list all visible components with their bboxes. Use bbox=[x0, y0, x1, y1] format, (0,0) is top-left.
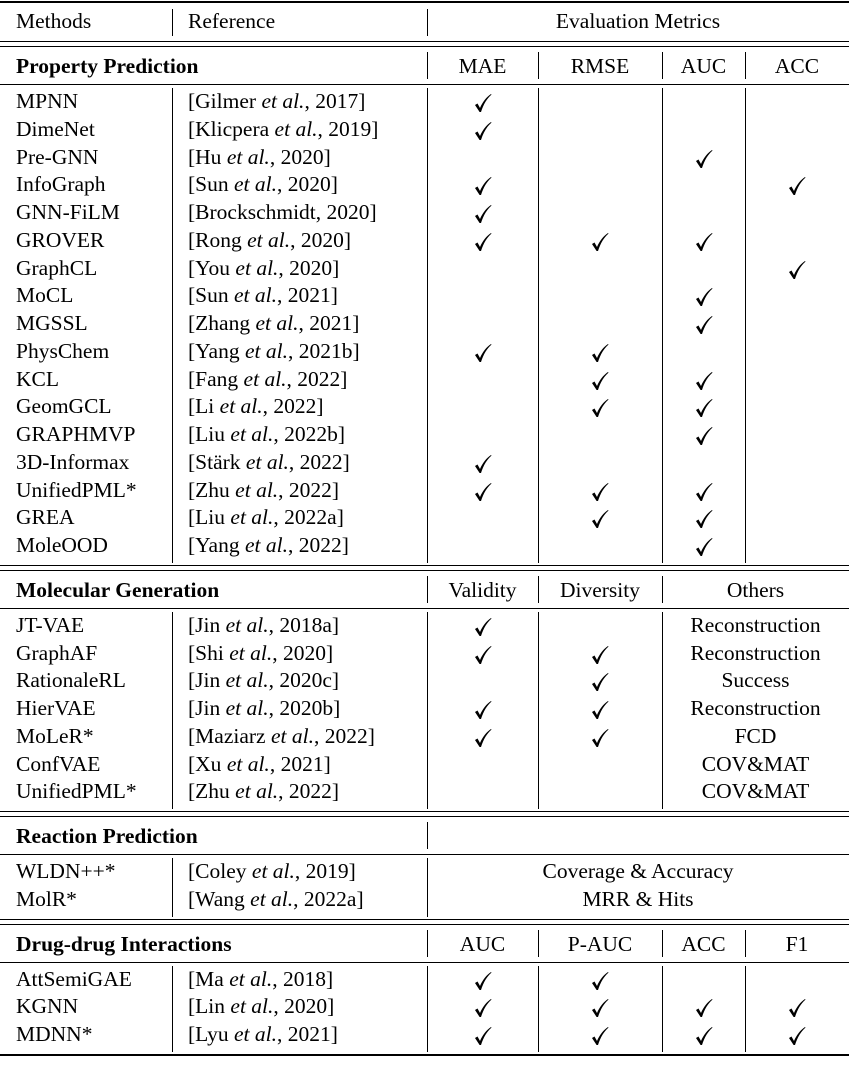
method-name: UnifiedPML* bbox=[16, 477, 137, 502]
header-evaluation-metrics: Evaluation Metrics bbox=[555, 9, 721, 33]
check-icon bbox=[590, 370, 610, 392]
check-icon bbox=[694, 997, 714, 1019]
method-name: InfoGraph bbox=[16, 172, 106, 197]
et-al-text: et al. bbox=[245, 449, 289, 474]
method-name: HierVAE bbox=[16, 696, 96, 720]
method-name: RationaleRL bbox=[16, 668, 126, 693]
check-icon bbox=[694, 231, 714, 253]
et-al-text: et al. bbox=[250, 886, 294, 911]
method-name: GRAPHMVP bbox=[16, 422, 136, 446]
column-divider bbox=[172, 9, 173, 36]
check-icon bbox=[590, 970, 610, 992]
check-cell bbox=[538, 640, 662, 668]
method-name: MDNN* bbox=[16, 1022, 93, 1046]
et-al-text: et al. bbox=[229, 640, 273, 665]
check-cell bbox=[427, 723, 538, 751]
check-icon bbox=[694, 397, 714, 419]
column-divider bbox=[745, 88, 746, 563]
method-name: ConfVAE bbox=[16, 751, 101, 776]
check-icon bbox=[590, 342, 610, 364]
others-metric: COV&MAT bbox=[701, 751, 810, 776]
et-al-text: et al. bbox=[234, 172, 277, 197]
metric-header: F1 bbox=[785, 931, 809, 956]
check-icon bbox=[694, 370, 714, 392]
table-rule bbox=[0, 565, 849, 566]
reaction-metric-summary: MRR & Hits bbox=[582, 886, 694, 911]
check-icon bbox=[787, 175, 807, 197]
metric-header: MAE bbox=[458, 54, 507, 78]
et-al-text: et al. bbox=[219, 394, 263, 419]
method-name: 3D-Informax bbox=[16, 449, 130, 474]
metric-header: Validity bbox=[448, 577, 517, 602]
check-cell bbox=[538, 667, 662, 695]
table-rule bbox=[0, 1, 849, 3]
method-name: GROVER bbox=[16, 227, 105, 252]
method-name: MGSSL bbox=[16, 311, 88, 335]
reference-citation: [Yang et al., 2022] bbox=[188, 533, 349, 557]
reference-citation: [Coley et al., 2019] bbox=[188, 859, 356, 883]
reference-citation: [Jin et al., 2018a] bbox=[188, 612, 340, 637]
check-icon bbox=[590, 508, 610, 530]
column-divider bbox=[662, 612, 663, 809]
reference-citation: [Klicpera et al., 2019] bbox=[188, 116, 379, 141]
table-rule bbox=[0, 41, 849, 42]
et-al-text: et al. bbox=[226, 144, 270, 169]
et-al-text: et al. bbox=[244, 533, 288, 557]
check-icon bbox=[473, 92, 493, 114]
method-name: DimeNet bbox=[16, 116, 95, 141]
column-divider bbox=[172, 966, 173, 1052]
metric-header: Others bbox=[726, 577, 785, 602]
metric-header: Diversity bbox=[559, 577, 641, 602]
check-cell bbox=[662, 532, 745, 560]
check-icon bbox=[473, 644, 493, 666]
check-cell bbox=[662, 310, 745, 338]
others-metric: Reconstruction bbox=[690, 640, 821, 665]
reference-citation: [Liu et al., 2022a] bbox=[188, 505, 344, 530]
et-al-text: et al. bbox=[243, 366, 287, 391]
check-cell bbox=[662, 144, 745, 172]
table-rule bbox=[0, 919, 849, 920]
method-name: GraphCL bbox=[16, 255, 98, 280]
et-al-text: et al. bbox=[234, 283, 277, 308]
method-name: GraphAF bbox=[16, 640, 98, 665]
check-icon bbox=[590, 397, 610, 419]
section-title: Reaction Prediction bbox=[16, 824, 198, 848]
check-cell bbox=[427, 449, 538, 477]
column-divider bbox=[427, 9, 428, 36]
et-al-text: et al. bbox=[247, 227, 291, 252]
check-cell bbox=[427, 477, 538, 505]
reference-citation: [Sun et al., 2021] bbox=[188, 283, 338, 308]
et-al-text: et al. bbox=[255, 311, 299, 335]
check-icon bbox=[473, 342, 493, 364]
reference-citation: [Gilmer et al., 2017] bbox=[188, 89, 366, 113]
method-name: MoleOOD bbox=[16, 533, 108, 557]
et-al-text: et al. bbox=[225, 612, 269, 637]
check-cell bbox=[745, 255, 849, 283]
table-rule bbox=[0, 608, 849, 609]
check-cell bbox=[538, 393, 662, 421]
others-metric: Reconstruction bbox=[690, 612, 821, 637]
column-divider bbox=[427, 966, 428, 1052]
check-icon bbox=[694, 286, 714, 308]
check-icon bbox=[787, 1025, 807, 1047]
reference-citation: [Stärk et al., 2022] bbox=[188, 449, 350, 474]
check-icon bbox=[694, 425, 714, 447]
check-cell bbox=[662, 477, 745, 505]
column-divider bbox=[538, 966, 539, 1052]
check-cell bbox=[427, 227, 538, 255]
et-al-text: et al. bbox=[233, 1022, 277, 1046]
check-cell bbox=[662, 421, 745, 449]
method-name: WLDN++* bbox=[16, 859, 116, 883]
check-icon bbox=[473, 203, 493, 225]
check-cell bbox=[427, 612, 538, 640]
reference-citation: [Jin et al., 2020b] bbox=[188, 696, 341, 720]
et-al-text: et al. bbox=[225, 696, 269, 720]
check-cell bbox=[538, 723, 662, 751]
others-metric: Success bbox=[721, 668, 790, 693]
check-icon bbox=[473, 453, 493, 475]
column-divider bbox=[662, 88, 663, 563]
reference-citation: [Shi et al., 2020] bbox=[188, 640, 334, 665]
check-cell bbox=[662, 282, 745, 310]
reference-citation: [Zhu et al., 2022] bbox=[188, 477, 340, 502]
check-icon bbox=[473, 699, 493, 721]
check-cell bbox=[538, 695, 662, 723]
check-icon bbox=[694, 1025, 714, 1047]
et-al-text: et al. bbox=[235, 477, 279, 502]
others-metric: COV&MAT bbox=[701, 779, 810, 804]
column-divider bbox=[538, 88, 539, 563]
method-name: GNN-FiLM bbox=[16, 200, 120, 224]
reference-citation: [Hu et al., 2020] bbox=[188, 144, 331, 169]
reference-citation: [Lyu et al., 2021] bbox=[188, 1022, 338, 1046]
check-icon bbox=[473, 231, 493, 253]
metric-header: AUC bbox=[680, 54, 727, 78]
metric-header: ACC bbox=[774, 54, 820, 78]
check-cell bbox=[662, 993, 745, 1021]
header-methods: Methods bbox=[16, 9, 92, 33]
check-icon bbox=[590, 727, 610, 749]
check-cell bbox=[538, 993, 662, 1021]
table-rule bbox=[0, 962, 849, 963]
reference-citation: [Brockschmidt, 2020] bbox=[188, 200, 377, 224]
reference-citation: [Liu et al., 2022b] bbox=[188, 422, 346, 446]
section-title: Molecular Generation bbox=[16, 577, 220, 602]
check-icon bbox=[473, 481, 493, 503]
others-metric: Reconstruction bbox=[690, 696, 821, 720]
check-cell bbox=[662, 366, 745, 394]
check-cell bbox=[427, 171, 538, 199]
et-al-text: et al. bbox=[235, 779, 279, 804]
method-name: GeomGCL bbox=[16, 394, 112, 419]
column-divider bbox=[538, 612, 539, 809]
method-name: MPNN bbox=[16, 89, 79, 113]
check-cell bbox=[427, 695, 538, 723]
metric-header: ACC bbox=[681, 931, 726, 956]
check-icon bbox=[590, 481, 610, 503]
check-icon bbox=[473, 616, 493, 638]
check-icon bbox=[473, 997, 493, 1019]
check-cell bbox=[427, 640, 538, 668]
check-cell bbox=[427, 199, 538, 227]
et-al-text: et al. bbox=[226, 751, 270, 776]
et-al-text: et al. bbox=[270, 723, 314, 748]
check-icon bbox=[590, 231, 610, 253]
column-divider bbox=[427, 822, 428, 849]
check-icon bbox=[473, 727, 493, 749]
check-icon bbox=[694, 508, 714, 530]
reference-citation: [Rong et al., 2020] bbox=[188, 227, 352, 252]
method-name: MoLeR* bbox=[16, 723, 94, 748]
reference-citation: [You et al., 2020] bbox=[188, 255, 340, 280]
et-al-text: et al. bbox=[230, 505, 274, 530]
reference-citation: [Jin et al., 2020c] bbox=[188, 668, 340, 693]
table-rule bbox=[0, 854, 849, 855]
method-name: KCL bbox=[16, 366, 59, 391]
check-cell bbox=[745, 171, 849, 199]
column-divider bbox=[172, 858, 173, 917]
check-cell bbox=[427, 993, 538, 1021]
reference-citation: [Yang et al., 2021b] bbox=[188, 338, 360, 363]
method-name: MoCL bbox=[16, 283, 74, 308]
table-rule bbox=[0, 811, 849, 812]
metric-header: P-AUC bbox=[567, 931, 633, 956]
check-icon bbox=[590, 699, 610, 721]
check-cell bbox=[538, 338, 662, 366]
check-cell bbox=[538, 477, 662, 505]
reference-citation: [Wang et al., 2022a] bbox=[188, 886, 364, 911]
check-icon bbox=[590, 671, 610, 693]
method-name: PhysChem bbox=[16, 338, 110, 363]
check-icon bbox=[694, 481, 714, 503]
method-name: JT-VAE bbox=[16, 612, 85, 637]
check-icon bbox=[590, 644, 610, 666]
check-cell bbox=[538, 504, 662, 532]
check-icon bbox=[787, 259, 807, 281]
column-divider bbox=[427, 88, 428, 563]
check-icon bbox=[787, 997, 807, 1019]
section-title: Drug-drug Interactions bbox=[16, 931, 232, 956]
check-icon bbox=[590, 997, 610, 1019]
check-cell bbox=[538, 366, 662, 394]
check-cell bbox=[538, 966, 662, 994]
column-divider bbox=[427, 858, 428, 917]
check-cell bbox=[427, 116, 538, 144]
others-metric: FCD bbox=[734, 723, 777, 748]
check-cell bbox=[662, 504, 745, 532]
metric-header: RMSE bbox=[570, 54, 630, 78]
et-al-text: et al. bbox=[225, 668, 269, 693]
reference-citation: [Lin et al., 2020] bbox=[188, 994, 335, 1019]
reference-citation: [Xu et al., 2021] bbox=[188, 751, 331, 776]
reference-citation: [Zhu et al., 2022] bbox=[188, 779, 340, 804]
metric-header: AUC bbox=[459, 931, 506, 956]
check-cell bbox=[538, 1021, 662, 1049]
check-cell bbox=[427, 88, 538, 116]
reference-citation: [Fang et al., 2022] bbox=[188, 366, 348, 391]
check-cell bbox=[538, 227, 662, 255]
check-icon bbox=[694, 148, 714, 170]
column-divider bbox=[172, 612, 173, 809]
table-rule bbox=[0, 84, 849, 85]
check-icon bbox=[694, 536, 714, 558]
section-title: Property Prediction bbox=[16, 54, 199, 78]
reference-citation: [Zhang et al., 2021] bbox=[188, 311, 360, 335]
check-icon bbox=[694, 314, 714, 336]
reference-citation: [Sun et al., 2020] bbox=[188, 172, 338, 197]
column-divider bbox=[745, 966, 746, 1052]
reference-citation: [Ma et al., 2018] bbox=[188, 966, 334, 991]
check-cell bbox=[745, 1021, 849, 1049]
check-cell bbox=[427, 1021, 538, 1049]
et-al-text: et al. bbox=[274, 116, 318, 141]
et-al-text: et al. bbox=[261, 89, 305, 113]
check-icon bbox=[473, 175, 493, 197]
check-cell bbox=[662, 1021, 745, 1049]
method-name: Pre-GNN bbox=[16, 144, 99, 169]
table-rule bbox=[0, 1054, 849, 1056]
et-al-text: et al. bbox=[230, 994, 274, 1019]
column-divider bbox=[427, 612, 428, 809]
et-al-text: et al. bbox=[229, 966, 273, 991]
check-cell bbox=[427, 338, 538, 366]
et-al-text: et al. bbox=[235, 255, 279, 280]
column-divider bbox=[662, 966, 663, 1052]
method-name: UnifiedPML* bbox=[16, 779, 137, 804]
method-name: MolR* bbox=[16, 886, 77, 911]
method-name: AttSemiGAE bbox=[16, 966, 132, 991]
check-icon bbox=[473, 970, 493, 992]
check-cell bbox=[662, 227, 745, 255]
method-name: KGNN bbox=[16, 994, 79, 1019]
check-cell bbox=[662, 393, 745, 421]
et-al-text: et al. bbox=[230, 422, 274, 446]
column-divider bbox=[172, 88, 173, 563]
reference-citation: [Li et al., 2022] bbox=[188, 394, 324, 419]
et-al-text: et al. bbox=[251, 859, 295, 883]
method-name: GREA bbox=[16, 505, 75, 530]
check-icon bbox=[590, 1025, 610, 1047]
et-al-text: et al. bbox=[244, 338, 288, 363]
header-reference: Reference bbox=[188, 9, 276, 33]
reaction-metric-summary: Coverage & Accuracy bbox=[542, 859, 734, 883]
check-cell bbox=[745, 993, 849, 1021]
reference-citation: [Maziarz et al., 2022] bbox=[188, 723, 375, 748]
check-cell bbox=[427, 966, 538, 994]
check-icon bbox=[473, 1025, 493, 1047]
check-icon bbox=[473, 120, 493, 142]
